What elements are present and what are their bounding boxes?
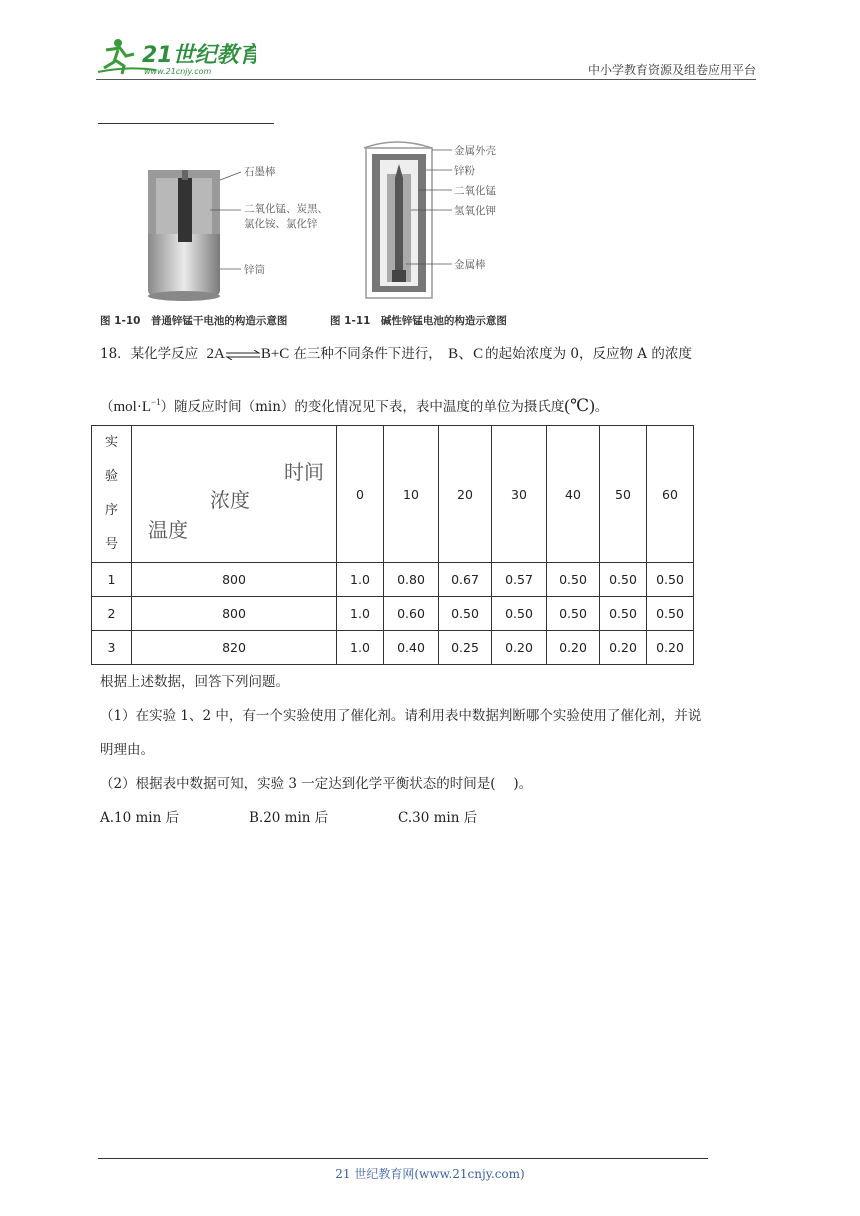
celsius-unit: (℃): [564, 396, 595, 415]
question-line-1: 18．某化学反应 2A B+C 在三种不同条件下进行， B、C 的起始浓度为 0，反应物 A 的浓度: [100, 346, 692, 362]
label-mno2: 二氧化锰: [454, 185, 496, 197]
table-header-row: [92, 426, 694, 563]
header-time-20: 20: [439, 426, 492, 563]
label-nh4cl-zncl2: 氯化铵、氯化锌: [244, 218, 318, 230]
sub-question-1-line-2: 明理由。: [100, 742, 154, 758]
header-concentration: 浓度: [210, 488, 250, 512]
label-zinc-powder: 锌粉: [454, 165, 475, 177]
header-time-50: 50: [600, 426, 647, 563]
logo-text: 21世纪教育: [142, 43, 256, 68]
reaction-equation: 2A B+C: [206, 346, 290, 362]
label-zinc-can: 锌筒: [244, 264, 265, 276]
zinc-manganese-battery-image: [148, 170, 241, 301]
header-diagonal-cell: [132, 426, 337, 563]
equilibrium-arrow-icon: [225, 350, 261, 360]
table-row: 2 800 1.0 0.60 0.50 0.50 0.50 0.50 0.50: [92, 597, 694, 631]
table-row: 3 820 1.0 0.40 0.25 0.20 0.20 0.20 0.20: [92, 631, 694, 665]
label-koh: 氢氧化钾: [454, 205, 496, 217]
site-logo: [96, 36, 256, 78]
label-metal-rod: 金属棒: [454, 259, 486, 271]
header-experiment-number: 实 验 序 号: [92, 426, 132, 563]
table-row: 1 800 1.0 0.80 0.67 0.57 0.50 0.50 0.50: [92, 563, 694, 597]
header-time-40: 40: [547, 426, 600, 563]
after-table-text: 根据上述数据，回答下列问题。: [100, 674, 289, 690]
header-time-0: 0: [337, 426, 384, 563]
battery-figure: [96, 134, 546, 334]
label-mno2-carbon: 二氧化锰、炭黑、: [244, 203, 328, 215]
caption-right: 图 1-11 碱性锌锰电池的构造示意图: [330, 315, 507, 327]
header-time-60: 60: [647, 426, 694, 563]
footer-link[interactable]: 21 世纪教育网(www.21cnjy.com): [335, 1167, 525, 1181]
sub-question-1-line-1: （1）在实验 1、2 中，有一个实验使用了催化剂。请利用表中数据判断哪个实验使用了催化剂，并说: [100, 708, 702, 724]
bc-symbols: B、C: [448, 346, 484, 362]
header-time: 时间: [284, 460, 324, 484]
answer-blank-line: [98, 123, 274, 124]
concentration-table: [91, 425, 694, 665]
question-line-2: $(mol\cdot L^{-1})$随反应时间（min）的变化情况见下表，表中温度的单位为摄氏度(℃)。: [100, 396, 609, 415]
header-time-30: 30: [492, 426, 547, 563]
alkaline-battery-diagram: [364, 142, 452, 298]
label-metal-shell: 金属外壳: [454, 145, 496, 157]
question-number: 18．: [100, 346, 131, 362]
option-a: A.10 min 后: [100, 810, 180, 826]
footer-divider: [98, 1158, 708, 1159]
option-c: C.30 min 后: [398, 810, 478, 826]
platform-name: 中小学教育资源及组卷应用平台: [587, 63, 756, 77]
label-graphite-rod: 石墨棒: [244, 166, 276, 178]
unit: $mol\cdot L^{-1}$: [113, 397, 161, 415]
option-b: B.20 min 后: [249, 810, 329, 826]
sub-question-2: （2）根据表中数据可知，实验 3 一定达到化学平衡状态的时间是( )。: [100, 776, 533, 792]
caption-left: 图 1-10 普通锌锰干电池的构造示意图: [100, 315, 288, 327]
logo-url: www.21cnjy.com: [144, 67, 212, 76]
header-temperature: 温度: [148, 518, 188, 542]
header-divider: [96, 79, 756, 80]
header-time-10: 10: [384, 426, 439, 563]
